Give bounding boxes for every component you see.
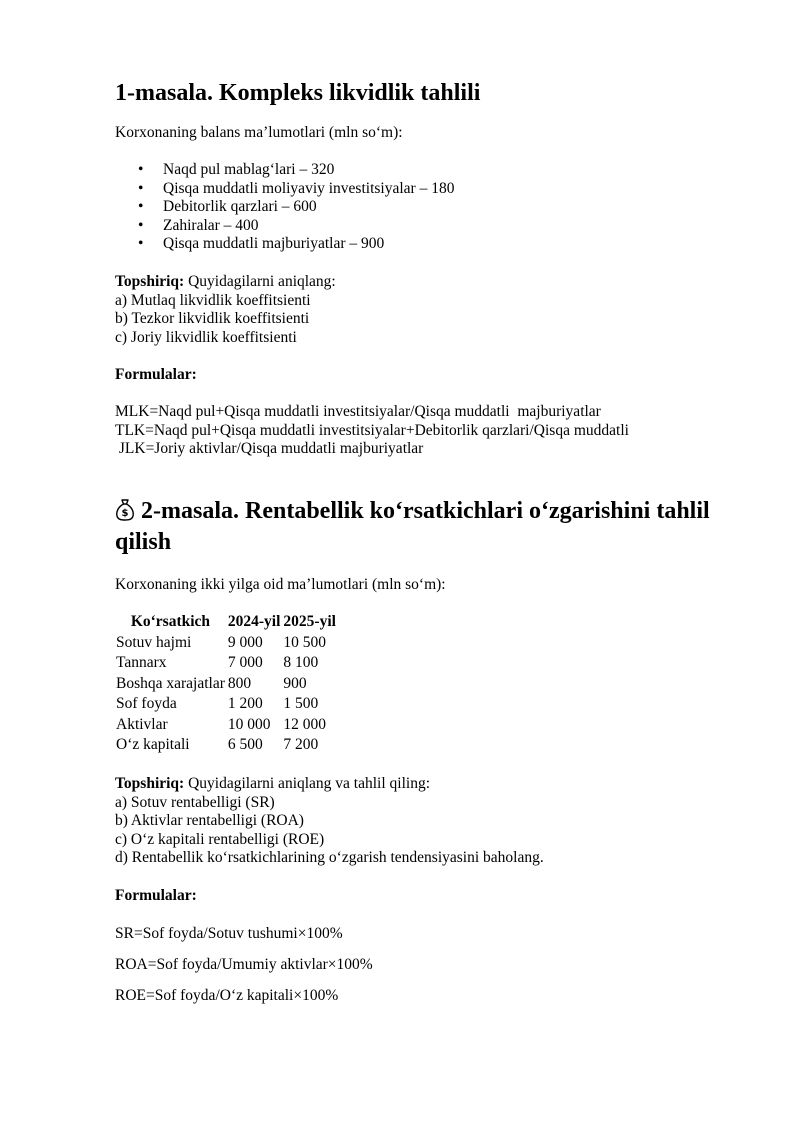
task1-formulas-label: Formulalar: [115, 366, 197, 383]
task1-balance-list [115, 161, 715, 254]
list-item: • Zahiralar – 400 [138, 216, 259, 234]
table-cell: 800 [227, 674, 252, 692]
table-cell: Sotuv hajmi [116, 633, 192, 651]
table-cell: 12 000 [283, 715, 327, 733]
table-cell: Aktivlar [116, 715, 168, 733]
list-item: • Debitorlik qarzlari – 600 [138, 198, 317, 216]
task2-title: 2-masala. Rentabellik ko‘rsatkichlari o‘zgarishini tahlil qilish [115, 498, 710, 555]
formula-line: TLK=Naqd pul+Qisqa muddatli investitsiyalar+Debitorlik qarzlari/Qisqa muddatli [115, 421, 629, 439]
list-item: • Qisqa muddatli moliyaviy investitsiyalar – 180 [138, 179, 455, 197]
bullet-icon: • [138, 161, 144, 178]
table-row [115, 633, 338, 654]
table-cell: 8 100 [283, 654, 319, 671]
table-cell: 1 500 [283, 695, 319, 712]
bullet-icon: • [138, 216, 144, 234]
table-row [115, 694, 338, 715]
task1-subtask: a) Mutlaq likvidlik koeffitsienti [115, 291, 311, 309]
table-cell: 10 000 [227, 715, 271, 733]
table-cell: 1 200 [227, 695, 263, 712]
money-bag-icon [115, 499, 135, 521]
table-cell: Sof foyda [116, 695, 177, 712]
table-cell: 6 500 [227, 736, 263, 753]
table-cell: 7 000 [227, 654, 263, 671]
formula-line: ROE=Sof foyda/O‘z kapitali×100% [115, 987, 339, 1004]
table-cell: 7 200 [283, 736, 319, 753]
task1-title: 1-masala. Kompleks likvidlik tahlili [115, 80, 481, 106]
task1-formulas [115, 403, 755, 459]
task2-assignment [115, 775, 755, 868]
task2-heading [115, 496, 735, 558]
formula-line: SR=Sof foyda/Sotuv tushumi×100% [115, 925, 343, 942]
table-cell: Boshqa xarajatlar [116, 674, 225, 692]
task1-intro: Korxonaning balans ma’lumotlari (mln so‘m): [115, 124, 403, 141]
task1-subtask: b) Tezkor likvidlik koeffitsienti [115, 310, 310, 328]
formula-line: MLK=Naqd pul+Qisqa muddatli investitsiyalar/Qisqa muddatli majburiyatlar [115, 403, 601, 420]
task2-formulas-label: Formulalar: [115, 887, 197, 904]
formula-line: ROA=Sof foyda/Umumiy aktivlar×100% [115, 956, 373, 973]
task1-assignment-label: Topshiriq: [115, 273, 185, 290]
table-cell: 9 000 [227, 633, 263, 651]
task2-subtask: c) O‘z kapitali rentabelligi (ROE) [115, 830, 325, 848]
list-item: • Qisqa muddatli majburiyatlar – 900 [138, 235, 385, 253]
task2-assignment-text: Quyidagilarni aniqlang va tahlil qiling: [184, 775, 431, 792]
task2-intro: Korxonaning ikki yilga oid ma’lumotlari (mln so‘m): [115, 576, 446, 593]
table-header-cell: 2024-yil [227, 613, 281, 630]
table-header-row [115, 612, 338, 633]
svg-text:$: $ [121, 508, 129, 519]
list-item: • Naqd pul mablag‘lari – 320 [138, 161, 335, 178]
task1-assignment [115, 273, 735, 347]
table-row [115, 735, 338, 756]
table-cell: O‘z kapitali [116, 736, 190, 753]
table-cell: 900 [283, 674, 307, 692]
table-header-cell: 2025-yil [283, 613, 336, 630]
task2-subtask: b) Aktivlar rentabelligi (ROA) [115, 812, 304, 830]
task2-subtask: d) Rentabellik ko‘rsatkichlarining o‘zgarish tendensiyasini baholang. [115, 849, 544, 867]
task2-subtask: a) Sotuv rentabelligi (SR) [115, 793, 275, 811]
table-cell: 10 500 [283, 633, 327, 651]
table-row [115, 653, 338, 674]
bullet-icon: • [138, 198, 144, 216]
table-row [115, 674, 338, 695]
bullet-icon: • [138, 235, 144, 253]
table-header-cell: Ko‘rsatkich [130, 613, 211, 630]
task1-assignment-text: Quyidagilarni aniqlang: [184, 273, 336, 290]
formula-line: JLK=Joriy aktivlar/Qisqa muddatli majburiyatlar [115, 440, 424, 458]
task1-subtask: c) Joriy likvidlik koeffitsienti [115, 328, 297, 346]
table-row [115, 715, 338, 736]
table-cell: Tannarx [116, 654, 167, 671]
bullet-icon: • [138, 179, 144, 197]
indicators-table [115, 612, 338, 756]
task2-assignment-label: Topshiriq: [115, 775, 185, 792]
